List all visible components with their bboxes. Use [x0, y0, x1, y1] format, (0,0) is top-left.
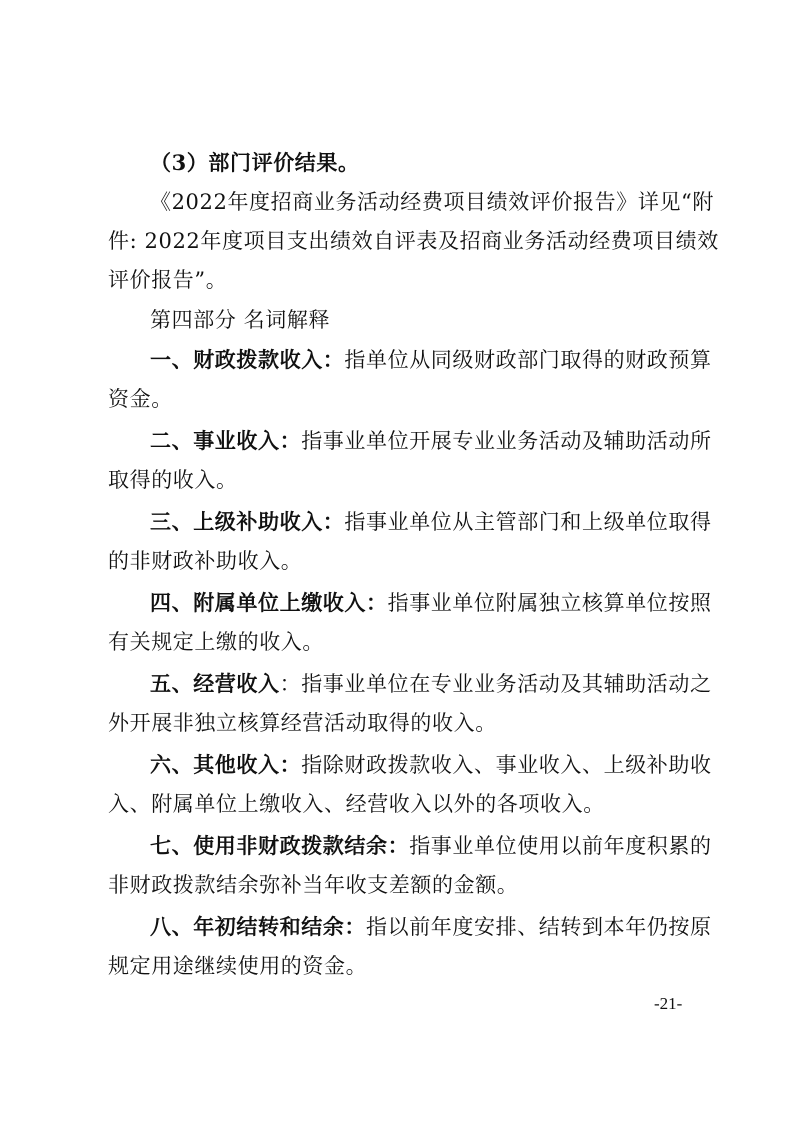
- term-name: 七、使用非财政拨款结余：: [150, 833, 410, 858]
- term-definition: ：指事业单位在专业业务活动及其辅助活动之: [279, 672, 712, 696]
- term-name: 一、财政拨款收入：: [150, 347, 345, 372]
- term-definition-continued: 入、附属单位上缴收入、经营收入以外的各项收入。: [108, 792, 605, 816]
- term-name: 六、其他收入：: [150, 752, 302, 777]
- term-definition-continued: 非财政拨款结余弥补当年收支差额的金额。: [108, 873, 519, 897]
- term-line: [150, 428, 712, 454]
- term-line: [150, 509, 712, 535]
- term-definition-continued: 的非财政补助收入。: [108, 549, 303, 573]
- part-title: 第四部分 名词解释: [150, 308, 331, 332]
- term-line: [150, 590, 712, 616]
- term-line: [150, 914, 712, 940]
- term-definition-continued: 资金。: [108, 387, 173, 411]
- term-line: [150, 347, 712, 373]
- term-definition-continued: 外开展非独立核算经营活动取得的收入。: [108, 711, 497, 735]
- term-line: [150, 671, 712, 697]
- term-definition: 指除财政拨款收入、事业收入、上级补助收: [301, 753, 712, 777]
- term-name: 五、经营收入: [150, 671, 280, 696]
- term-definition: 指事业单位从主管部门和上级单位取得: [344, 510, 712, 534]
- term-definition: 指事业单位开展专业业务活动及辅助活动所: [301, 429, 712, 453]
- page-number: -21-: [654, 994, 683, 1013]
- paragraph-line: 件: 2022年度项目支出绩效自评表及招商业务活动经费项目绩效: [108, 229, 719, 253]
- term-line: [150, 833, 712, 859]
- paragraph-line: 评价报告”。: [108, 268, 228, 292]
- term-definition: 指单位从同级财政部门取得的财政预算: [344, 348, 712, 372]
- term-definition: 指事业单位使用以前年度积累的: [409, 834, 712, 858]
- section-heading: （3）部门评价结果。: [150, 150, 360, 175]
- term-name: 四、附属单位上缴收入：: [150, 590, 388, 615]
- term-name: 八、年初结转和结余：: [150, 914, 366, 939]
- term-name: 二、事业收入：: [150, 428, 302, 453]
- term-definition-continued: 取得的收入。: [108, 468, 238, 492]
- term-definition-continued: 有关规定上缴的收入。: [108, 630, 324, 654]
- term-definition-continued: 规定用途继续使用的资金。: [108, 954, 368, 978]
- term-definition: 指以前年度安排、结转到本年仍按原: [366, 915, 712, 939]
- term-name: 三、上级补助收入：: [150, 509, 345, 534]
- paragraph-line: 《2022年度招商业务活动经费项目绩效评价报告》详见“附: [150, 190, 714, 214]
- term-line: [150, 752, 712, 778]
- term-definition: 指事业单位附属独立核算单位按照: [387, 591, 712, 615]
